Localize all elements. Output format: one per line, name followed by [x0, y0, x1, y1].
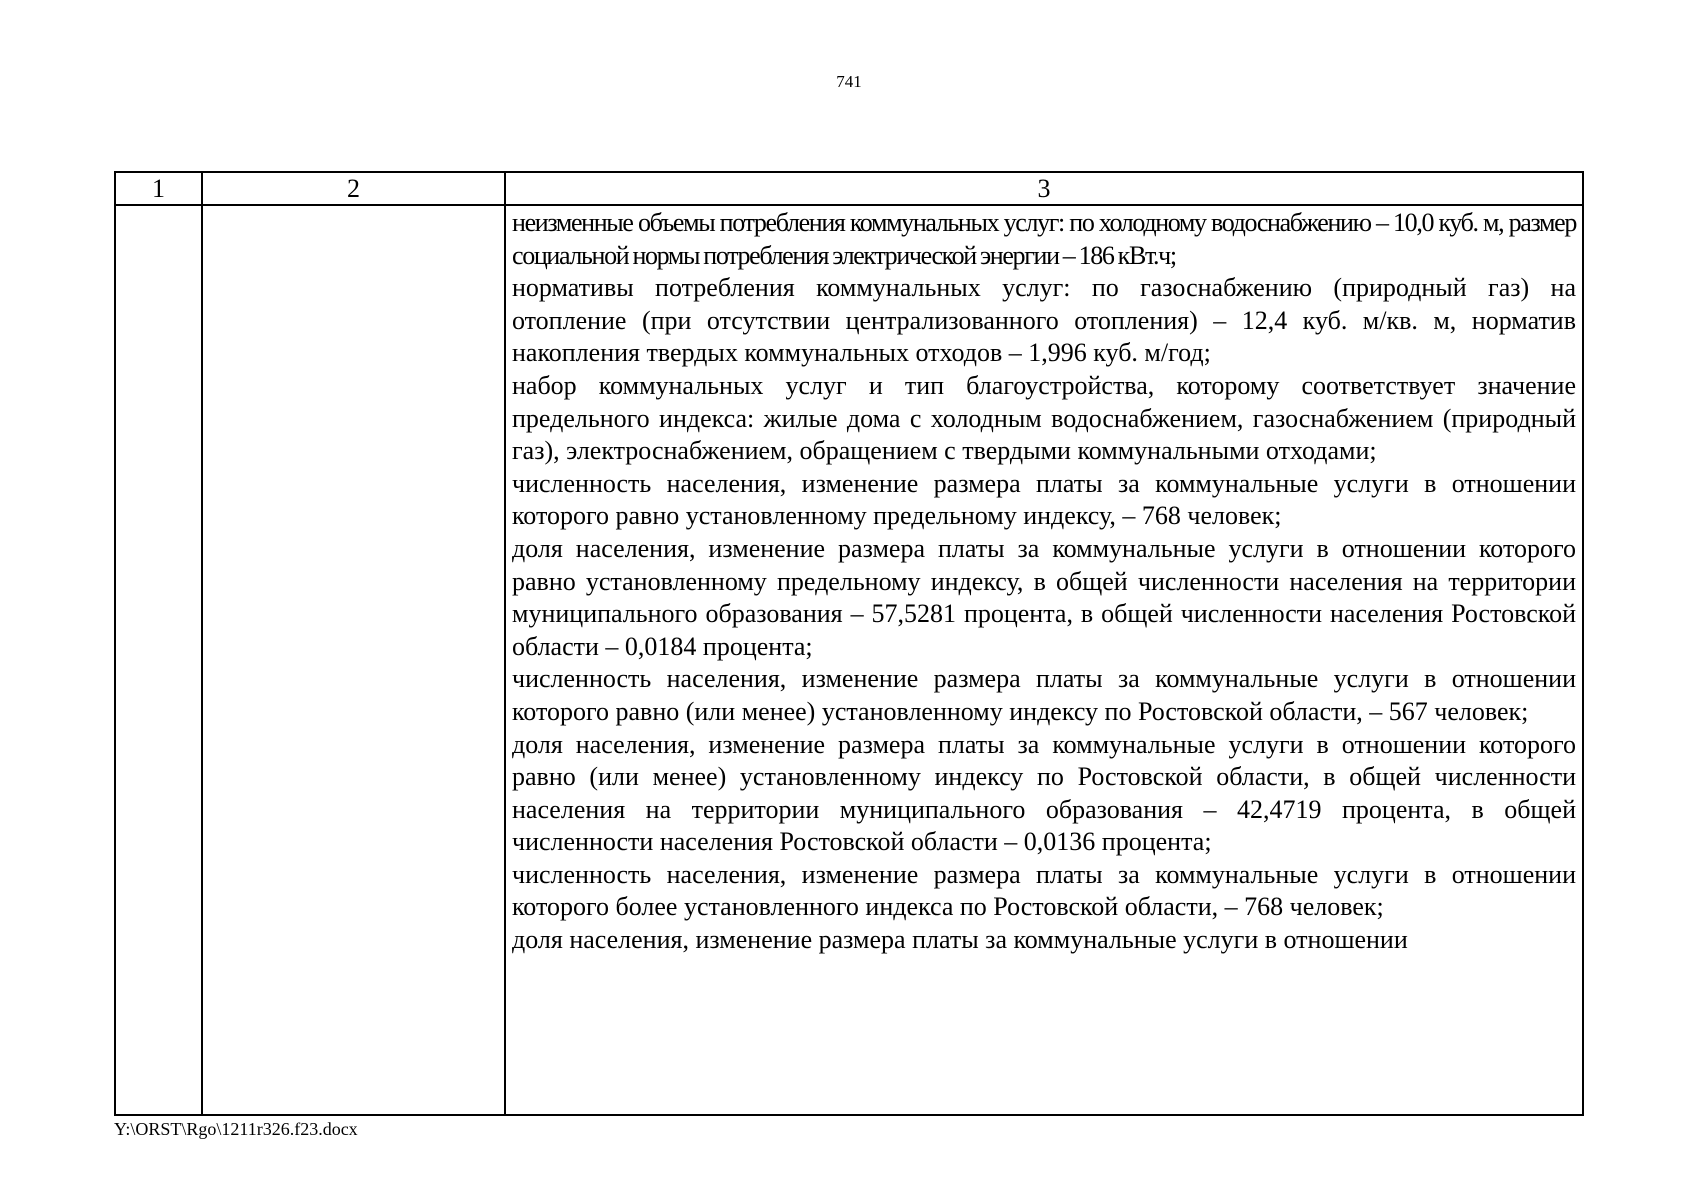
- paragraph: численность населения, изменение размера платы за коммунальные услуги в отношении которого равно (или менее) установленному индексу по Ростовской области, – 567 человек;: [512, 664, 1576, 726]
- document-table: [114, 171, 1584, 1116]
- column-header-2: 2: [202, 172, 505, 205]
- paragraph: неизменные объемы потребления коммунальных услуг: по холодному водоснабжению – 10,0 куб. м, размер социальной нормы потребления электрической энергии – 186 кВт.ч;: [512, 208, 1576, 270]
- column-header-3: 3: [505, 172, 1583, 205]
- table-header-row: [115, 172, 1583, 205]
- paragraph: доля населения, изменение размера платы за коммунальные услуги в отношении: [512, 925, 1408, 955]
- paragraph: набор коммунальных услуг и тип благоустройства, которому соответствует значение предельного индекса: жилые дома с холодным водоснабжением, газоснабжением (природный газ), электроснабжением, обращением с твердыми коммунальными отходами;: [512, 370, 1576, 466]
- file-path-footer: Y:\ORST\Rgo\1211r326.f23.docx: [114, 1119, 358, 1139]
- column-3-cell: [505, 205, 1583, 1115]
- column-header-1: 1: [115, 172, 202, 205]
- paragraph: доля населения, изменение размера платы за коммунальные услуги в отношении которого равно (или менее) установленному индексу по Ростовской области, в общей численности населения на территории муниципального образования – 42,4719 процента, в общей численности населения Ростовской области – 0,0136 процента;: [512, 729, 1576, 857]
- page-number: 741: [836, 72, 862, 91]
- paragraph: численность населения, изменение размера платы за коммунальные услуги в отношении которого равно установленному предельному индексу, – 768 человек;: [512, 468, 1576, 531]
- column-1-cell: [115, 205, 202, 1115]
- table-body-row: [115, 205, 1583, 1115]
- column-2-cell: [202, 205, 505, 1115]
- paragraph: доля населения, изменение размера платы за коммунальные услуги в отношении которого равно установленному предельному индексу, в общей численности населения на территории муниципального образования – 57,5281 процента, в общей численности населения Ростовской области – 0,0184 процента;: [512, 533, 1576, 661]
- paragraph: численность населения, изменение размера платы за коммунальные услуги в отношении которого более установленного индекса по Ростовской области, – 768 человек;: [512, 859, 1576, 922]
- paragraph: нормативы потребления коммунальных услуг: по газоснабжению (природный газ) на отопление (при отсутствии централизованного отопления) – 12,4 куб. м/кв. м, норматив накопления твердых коммунальных отходов – 1,996 куб. м/год;: [512, 273, 1576, 368]
